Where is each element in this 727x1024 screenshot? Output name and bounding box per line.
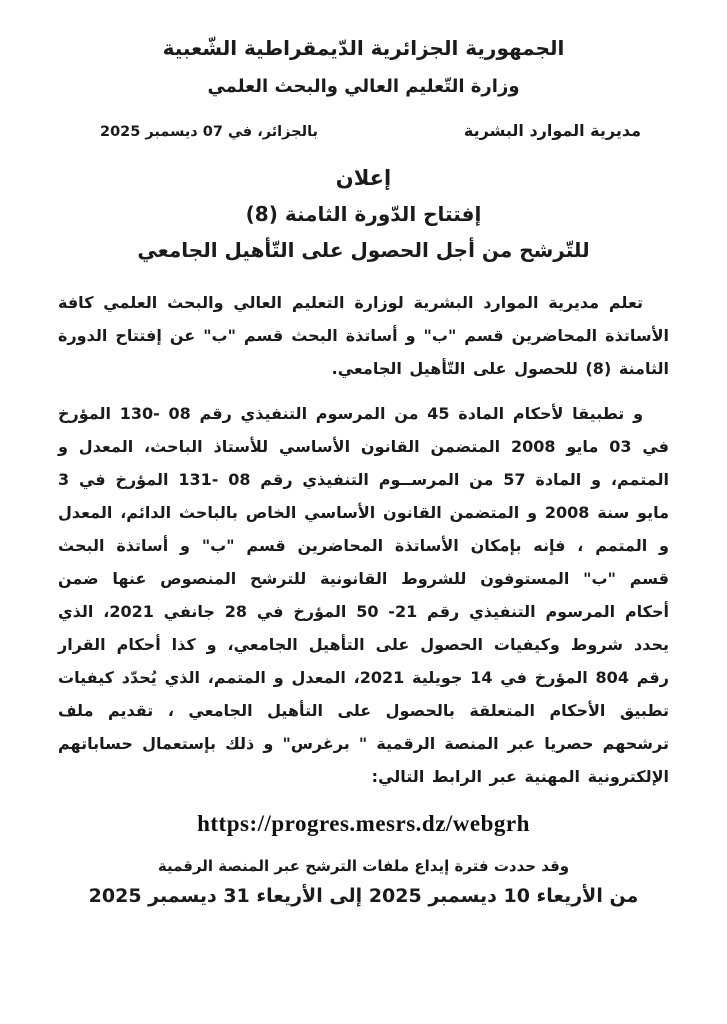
portal-url-link[interactable]: https://progres.mesrs.dz/webgrh <box>197 811 530 836</box>
paragraph-legal: و تطبيقا لأحكام المادة 45 من المرسوم التنفيذي رقم 08 -130 المؤرخ في 03 مايو 2008 المتضمن القانون الأساسي للأستاذ الباحث، المعدل و المتمم، و المادة 57 من المرســوم التنفيذي رقم 08 -131 المؤرخ في 3 مايو سنة 2008 و المتضمن القانون الأساسي الخاص بالباحث الدائم، المعدل و المتمم ، فإنه بإمكان الأساتذة المحاضرين قسم "ب" و أساتذة البحث قسم "ب" المستوفون للشروط القانونية للترشح المنصوص عنها ضمن أحكام المرسوم التنفيذي رقم 21- 50 المؤرخ في 28 جانفي 2021، الذي يحدد شروط وكيفيات الحصول على التأهيل الجامعي، و كذا أحكام القرار رقم 804 المؤرخ في 14 جويلية 2021، المعدل و المتمم، الذي يُحدّد كيفيات تطبيق الأحكام المتعلقة بالحصول على التأهيل الجامعي ، تقديم ملف ترشحهم حصريا عبر المنصة الرقمية " برغرس" و ذلك بإستعمال حساباتهم الإلكترونية المهنية عبر الرابط التالي: <box>58 404 670 786</box>
deposit-note: وقد حددت فترة إيداع ملفات الترشح عبر المنصة الرقمية <box>157 857 570 875</box>
paragraph-intro: تعلم مديرية الموارد البشرية لوزارة التعليم العالي والبحث العلمي كافة الأساتذة المحاضرين قسم "ب" و أساتذة البحث قسم "ب" عن إفتتاح الدورة الثامنة (8) للحصول على التّأهيل الجامعي. <box>58 293 669 378</box>
meta-row <box>58 121 669 140</box>
ministry-title: وزارة التّعليم العالي والبحث العلمي <box>207 76 520 97</box>
deposit-period: من الأريعاء 10 ديسمبر 2025 إلى الأريعاء 31 ديسمبر 2025 <box>88 885 639 907</box>
announcement-title: إعلان <box>335 166 392 190</box>
announcement-subtitle-session: إفتتاح الدّورة الثامنة (8) <box>245 202 482 226</box>
directorate-title: مديرية الموارد البشرية <box>463 121 641 140</box>
announcement-title-block <box>58 166 669 262</box>
place-date: بالجزائر، في 07 ديسمبر 2025 <box>100 124 318 140</box>
republic-title: الجمهورية الجزائرية الدّيمقراطية الشّعبية <box>162 36 565 60</box>
announcement-subtitle-purpose: للتّرشح من أجل الحصول على التّأهيل الجامعي <box>137 238 590 262</box>
